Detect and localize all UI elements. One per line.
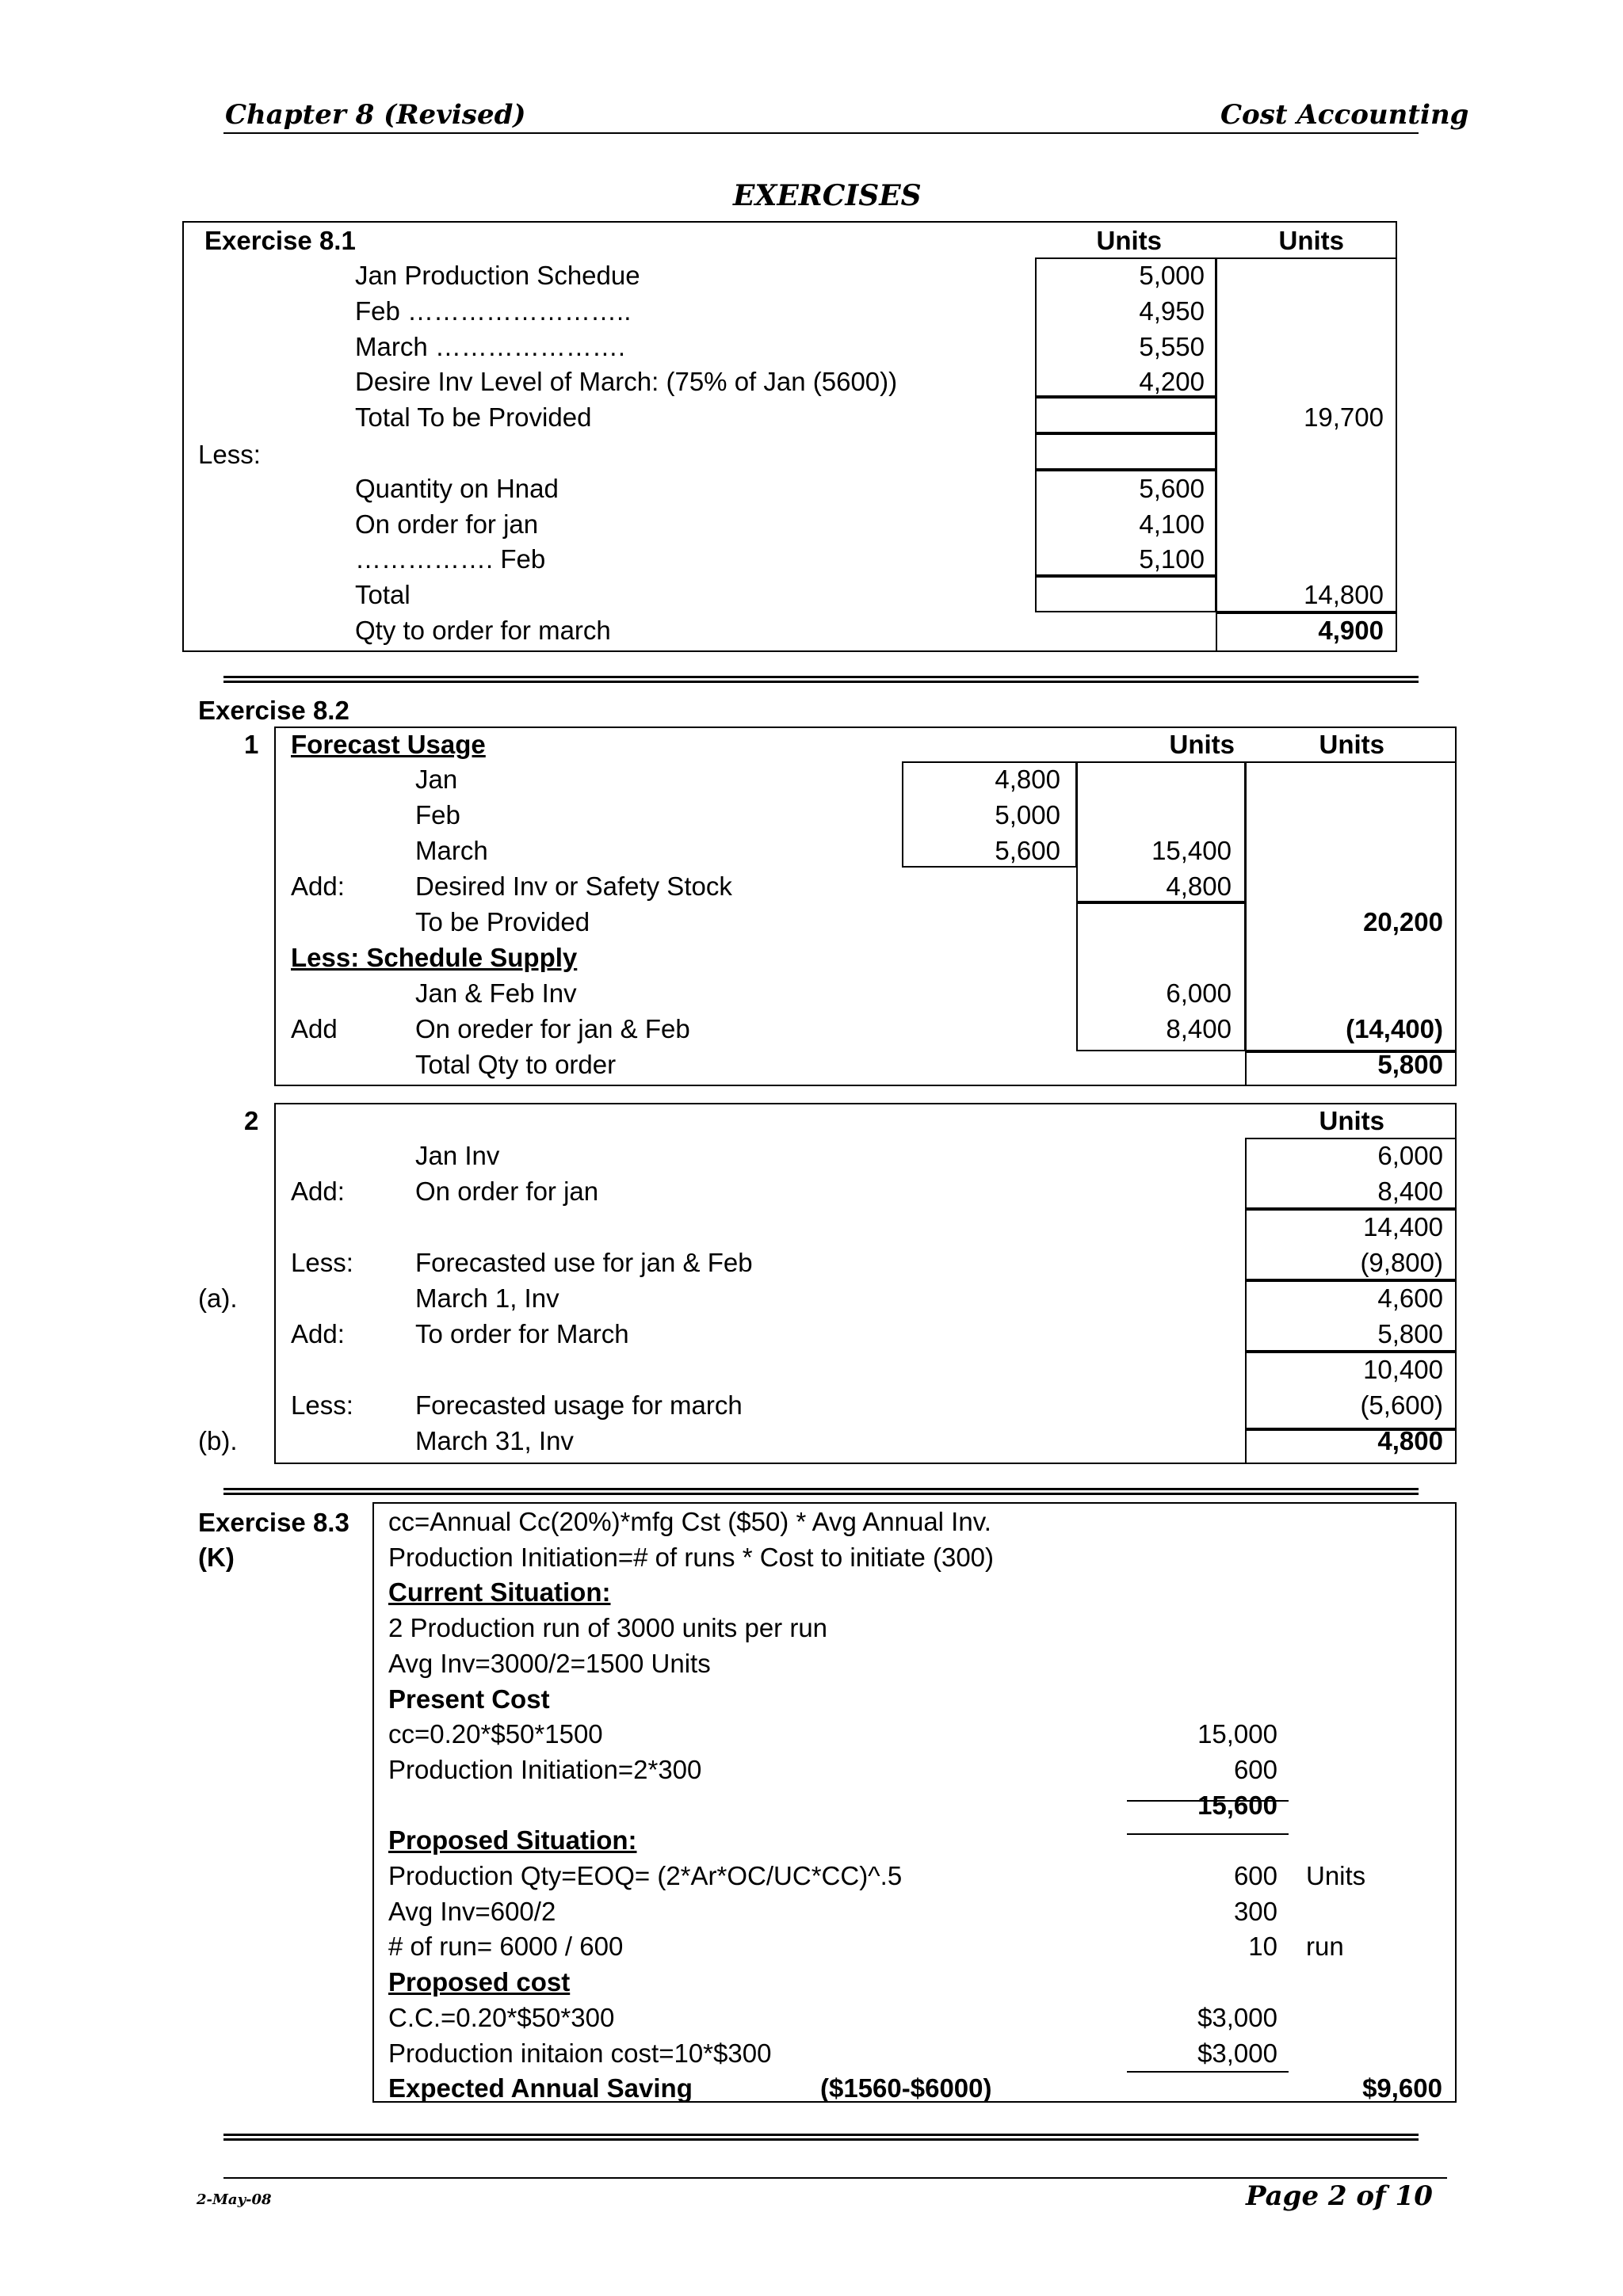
ex82-p1-a bbox=[902, 905, 1060, 940]
separator bbox=[223, 1488, 1419, 1495]
ex82-p1-prefix: Add bbox=[291, 1014, 338, 1043]
subject-title: Cost Accounting bbox=[1220, 99, 1469, 131]
ex83-line-value bbox=[1127, 1823, 1277, 1858]
ex82-part1-num: 1 bbox=[244, 730, 259, 759]
separator bbox=[223, 676, 1419, 683]
ex83-line-text: Production Qty=EOQ= (2*Ar*OC/UC*CC)^.5 bbox=[388, 1861, 903, 1890]
ex81-row-total bbox=[1216, 542, 1384, 577]
ex82-p2-label: Jan Inv bbox=[415, 1141, 500, 1170]
ex82-p1-a: 4,800 bbox=[995, 765, 1060, 794]
ex82-p1-a bbox=[902, 976, 1060, 1011]
ex81-row-label: March …………………. bbox=[355, 331, 626, 361]
ex82-p2-prefix: Add: bbox=[291, 1177, 345, 1206]
ex82-p1-b bbox=[1076, 798, 1232, 833]
ex82-p1-b: 6,000 bbox=[1166, 978, 1232, 1008]
ex82-p1-label: Desired Inv or Safety Stock bbox=[415, 871, 732, 901]
ex82-forecast-heading: Forecast Usage bbox=[291, 730, 486, 759]
ex83-saving-value: $9,600 bbox=[1362, 2073, 1442, 2103]
ex82-part2-num: 2 bbox=[244, 1106, 259, 1135]
ex82-p1-label: Total Qty to order bbox=[415, 1050, 617, 1079]
ex81-row-label: Qty to order for march bbox=[355, 616, 611, 645]
ex81-row-units: 4,950 bbox=[1139, 296, 1205, 326]
ex81-row-units bbox=[1035, 436, 1205, 471]
ex83-line-text: cc=0.20*$50*1500 bbox=[388, 1719, 603, 1749]
ex82-p2-value: 4,600 bbox=[1377, 1283, 1443, 1313]
ex81-row-total: 4,900 bbox=[1318, 616, 1384, 645]
ex81-less-label: Less: bbox=[198, 440, 261, 469]
ex82-p1-a bbox=[902, 940, 1060, 975]
ex81-row-total bbox=[1216, 294, 1384, 329]
ex82-p2-value: (5,600) bbox=[1360, 1390, 1443, 1420]
ex82-p1-a: 5,600 bbox=[995, 836, 1060, 865]
ex82-p1-a bbox=[902, 1047, 1060, 1082]
ex83-line-value bbox=[1127, 1575, 1277, 1610]
ex81-row-total: 19,700 bbox=[1304, 402, 1384, 433]
ex82-p1-label: On oreder for jan & Feb bbox=[415, 1014, 690, 1043]
ex83-line-text: C.C.=0.20*$50*300 bbox=[388, 2002, 615, 2032]
ex81-row-label: Total To be Provided bbox=[355, 402, 592, 433]
ex82-p2-label: Forecasted use for jan & Feb bbox=[415, 1248, 753, 1277]
header-rule bbox=[223, 132, 1419, 134]
ex82-p1-c: 5,800 bbox=[1377, 1050, 1443, 1079]
ex83-line-text: # of run= 6000 / 600 bbox=[388, 1932, 624, 1962]
ex81-row-units: 5,550 bbox=[1139, 331, 1205, 361]
ex82-p1-c bbox=[1245, 833, 1443, 868]
ex83-line-text: Production initaion cost=10*$300 bbox=[388, 2038, 772, 2068]
ex82-p2-label: March 1, Inv bbox=[415, 1283, 559, 1313]
ex83-line-unit: Units bbox=[1306, 1861, 1366, 1890]
ex81-row-total bbox=[1216, 471, 1384, 506]
ex81-col1-header: Units bbox=[1096, 226, 1162, 255]
ex82-p1-a bbox=[902, 1012, 1060, 1047]
ex82-p1-label: Jan bbox=[415, 765, 458, 794]
ex83-line-text: Proposed cost bbox=[388, 1967, 571, 1997]
exercise-8-3-title: Exercise 8.3 bbox=[198, 1508, 349, 1537]
ex82-p2-prefix: Add: bbox=[291, 1319, 345, 1348]
ex81-row-total bbox=[1216, 364, 1384, 399]
ex82-col1-header: Units bbox=[1169, 730, 1235, 759]
ex82-p2-value: (9,800) bbox=[1360, 1248, 1443, 1277]
exercise-8-1-title: Exercise 8.1 bbox=[204, 226, 356, 255]
ex81-row-label: Desire Inv Level of March: (75% of Jan (5600)) bbox=[355, 367, 898, 397]
ex83-line-value bbox=[1127, 1965, 1277, 2000]
ex81-row-total bbox=[1216, 436, 1384, 471]
ex83-line-value bbox=[1127, 1646, 1277, 1681]
ex82-p2-mark: (b). bbox=[198, 1426, 238, 1455]
ex82-p1-b bbox=[1076, 762, 1232, 797]
separator bbox=[223, 2134, 1419, 2141]
ex81-row-total: 14,800 bbox=[1304, 580, 1384, 610]
ex81-row-label: Feb …………………….. bbox=[355, 296, 632, 326]
ex82-p2-value: 8,400 bbox=[1377, 1177, 1443, 1206]
ex83-line-text: Avg Inv=600/2 bbox=[388, 1896, 556, 1926]
ex81-row-units: 4,100 bbox=[1139, 509, 1205, 539]
ex82-p1-label: Jan & Feb Inv bbox=[415, 978, 577, 1008]
ex83-line-value bbox=[1127, 1682, 1277, 1717]
ex81-col2-header: Units bbox=[1278, 226, 1344, 255]
ex81-row-label: ……………. Feb bbox=[355, 544, 546, 574]
ex82-p1-c bbox=[1245, 976, 1443, 1011]
ex82-p1-a: 5,000 bbox=[995, 800, 1060, 830]
ex81-row-total bbox=[1216, 330, 1384, 364]
ex82-p2-value: 4,800 bbox=[1377, 1426, 1443, 1455]
ex82-p1-b bbox=[1076, 940, 1232, 975]
ex82-p2-label: Forecasted usage for march bbox=[415, 1390, 743, 1420]
ex82-p1-c bbox=[1245, 940, 1443, 975]
ex83-line-text: Present Cost bbox=[388, 1684, 550, 1714]
ex83-line-text: Current Situation: bbox=[388, 1577, 611, 1608]
ex82-p1-b: 4,800 bbox=[1166, 871, 1232, 901]
ex83-line-value: 600 bbox=[1233, 1861, 1277, 1890]
ex82-p1-c bbox=[1245, 869, 1443, 904]
ex81-row-units: 4,200 bbox=[1139, 367, 1205, 397]
ex81-row-total bbox=[1216, 258, 1384, 293]
section-title: EXERCISES bbox=[733, 179, 922, 212]
ex82-p2-label: March 31, Inv bbox=[415, 1426, 574, 1455]
ex83-line-text: cc=Annual Cc(20%)*mfg Cst ($50) * Avg Annual Inv. bbox=[388, 1507, 991, 1536]
ex82-p1-b bbox=[1076, 1047, 1232, 1082]
exercise-8-3-sub: (K) bbox=[198, 1543, 235, 1572]
ex82-p2-value: 5,800 bbox=[1377, 1319, 1443, 1348]
ex83-line-value: 600 bbox=[1233, 1754, 1277, 1784]
ex82-p1-c: (14,400) bbox=[1346, 1014, 1443, 1043]
ex82-p2-prefix: Less: bbox=[291, 1248, 353, 1277]
ex83-line-value: 300 bbox=[1233, 1896, 1277, 1926]
exercise-8-2-title: Exercise 8.2 bbox=[198, 696, 349, 725]
ex82-p1-c: 20,200 bbox=[1363, 907, 1443, 936]
ex82-p1-label: Feb bbox=[415, 800, 460, 830]
ex81-row-units: 5,600 bbox=[1139, 473, 1205, 503]
ex83-line-text: 2 Production run of 3000 units per run bbox=[388, 1613, 828, 1643]
ex83-line-text: Production Initiation=# of runs * Cost to initiate (300) bbox=[388, 1542, 995, 1572]
ex83-line-value: $3,000 bbox=[1197, 2002, 1277, 2032]
ex82-p1-c bbox=[1245, 762, 1443, 797]
ex82-col2-header: Units bbox=[1319, 730, 1384, 759]
ex82-p1-prefix: Less: Schedule Supply bbox=[291, 943, 578, 972]
chapter-title: Chapter 8 (Revised) bbox=[225, 99, 526, 131]
ex81-row-units bbox=[1035, 578, 1205, 612]
ex83-line-value bbox=[1127, 1611, 1277, 1646]
ex82-p2-prefix: Less: bbox=[291, 1390, 353, 1420]
ex83-line-text: Production Initiation=2*300 bbox=[388, 1754, 702, 1784]
ex82-part2-col-header: Units bbox=[1319, 1106, 1384, 1135]
ex82-p2-value: 10,400 bbox=[1363, 1355, 1443, 1384]
footer-rule bbox=[223, 2177, 1447, 2179]
ex83-saving-label: Expected Annual Saving bbox=[388, 2073, 693, 2103]
ex82-p2-value: 14,400 bbox=[1363, 1212, 1443, 1241]
ex82-p1-b: 15,400 bbox=[1151, 836, 1232, 865]
ex81-row-label: Quantity on Hnad bbox=[355, 473, 559, 503]
ex83-line-text: Proposed Situation: bbox=[388, 1825, 637, 1855]
ex82-p1-c bbox=[1245, 798, 1443, 833]
ex83-line-value: 10 bbox=[1248, 1932, 1277, 1962]
ex83-line-value bbox=[1127, 1540, 1277, 1575]
ex82-p1-label: To be Provided bbox=[415, 907, 590, 936]
ex82-p2-mark: (a). bbox=[198, 1283, 238, 1313]
ex82-p1-b bbox=[1076, 905, 1232, 940]
ex81-row-units: 5,100 bbox=[1139, 544, 1205, 574]
ex82-p1-b: 8,400 bbox=[1166, 1014, 1232, 1043]
ex83-saving-calc: ($1560-$6000) bbox=[820, 2073, 992, 2103]
ex81-row-total bbox=[1216, 507, 1384, 542]
ex82-p2-label: To order for March bbox=[415, 1319, 629, 1348]
ex81-row-units bbox=[1035, 400, 1205, 435]
ex83-line-value: 15,600 bbox=[1197, 1790, 1277, 1820]
ex83-line-text: Avg Inv=3000/2=1500 Units bbox=[388, 1648, 711, 1678]
ex83-line-value: 15,000 bbox=[1197, 1719, 1277, 1749]
ex82-p1-a bbox=[902, 869, 1060, 904]
ex81-row-label: Jan Production Schedue bbox=[355, 261, 640, 290]
ex81-row-units: 5,000 bbox=[1139, 261, 1205, 290]
ex82-p1-label: March bbox=[415, 836, 488, 865]
ex82-p2-label: On order for jan bbox=[415, 1177, 599, 1206]
ex81-row-label: Total bbox=[355, 580, 411, 610]
ex83-line-value bbox=[1127, 1505, 1277, 1539]
ex83-line-unit: run bbox=[1306, 1932, 1344, 1962]
ex81-row-units bbox=[1035, 613, 1205, 648]
ex81-row-label: On order for jan bbox=[355, 509, 539, 539]
footer-date: 2-May-08 bbox=[197, 2191, 272, 2208]
ex82-p1-prefix: Add: bbox=[291, 871, 345, 901]
footer-page: Page 2 of 10 bbox=[1246, 2180, 1433, 2212]
ex82-p2-value: 6,000 bbox=[1377, 1141, 1443, 1170]
ex83-line-value: $3,000 bbox=[1197, 2038, 1277, 2068]
